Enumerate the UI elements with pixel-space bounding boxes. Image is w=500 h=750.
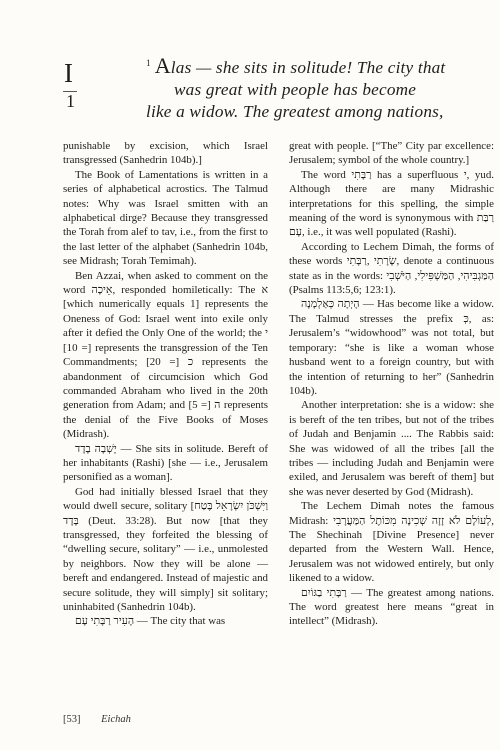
chapter-number: I (64, 58, 73, 88)
commentary-right-column (289, 139, 494, 629)
commentary-paragraph: punishable by excision, which Israel transgressed (Sanhedrin 104b).] (63, 140, 268, 167)
verse-line-3: like a widow. The greatest among nations, (146, 102, 444, 121)
commentary-paragraph: The word רַבָּתִי has a superfluous י, yud. Although there are many Midrashic interpretations for this spelling, the simple meaning of the word is synonymous with רַבַּת עָם, i.e., it was well populated (Rashi). (289, 168, 494, 239)
commentary-paragraph: Another interpretation: she is a widow: she is bereft of the ten tribes, but not of the tribes of Judah and Benjamin .... The Rabbis said: She was widowed of all the tribes [all the tribes — including Judah and Benjamin were exiled, and Jerusalem was bereft of them] but she was never deserted by God (Midrash). (289, 399, 494, 498)
book-name: Eichah (101, 714, 131, 725)
commentary-paragraph: The Book of Lamentations is written in a series of alphabetical acrostics. The Talmud notes: Why was Israel smitten with an alphabetical dirge? Because they transgressed the Torah from alef to tav, i.e., from the first to the last letter of the alphabet (Sanhedrin 104b, see Midrash; Torah Temimah). (63, 168, 268, 268)
page-footer (63, 714, 131, 725)
commentary-paragraph: According to Lechem Dimah, the forms of these words שָׂרָתִי ,רַבָּתִי, denote a continuous state as in the words: הַמַּגְבִּיהִי, הַמַּשְׁפִּילִי, הַיֹּשְׁבִי (Psalms 113:5,6; 123:1). (289, 240, 494, 297)
commentary-paragraph: The Lechem Dimah notes the famous Midrash: לְעוֹלָם לֹא זָזָה שְׁכִינָה מִכּוֹתֶל הַמַּעֲרָבִי, The Shechinah [Divine Presence] never departed from the Western Wall. Hence, Jerusalem was not widowed entirely, but only likened to a widow. (289, 500, 494, 585)
verse-line-2: was great with people has become (174, 80, 417, 99)
verse-initial-letter: A (154, 53, 171, 78)
commentary-paragraph: great with people. [“The” City par excellence: Jerusalem; symbol of the whole country.] (289, 140, 494, 167)
verse-superscript: 1 (146, 58, 151, 68)
commentary-paragraph: רַבָּתִי בַגּוֹיִם — The greatest among nations. The word greatest here means “great in intellect” (Midrash). (289, 586, 494, 628)
verse-number: 1 (66, 91, 75, 111)
page-number: [53] (63, 714, 81, 725)
verse-line-1: las — she sits in solitude! The city that (170, 58, 446, 77)
commentary-paragraph: יָשְׁבָה בָדָד — She sits in solitude. Bereft of her inhabitants (Rashi) [she — i.e., Jerusalem personified as a woman]. (63, 442, 269, 484)
commentary-paragraph: Ben Azzai, when asked to comment on the word אֵיכָה, responded homiletically: The א [which numerically equals 1] represents the Oneness of God: Israel went into exile only after it defied the Only One of the world; the י [= 10] represents the transgression of the Ten Commandments; כ [= 20] represents the abandonment of circumcision which God commanded Abraham who lived in the 20th generation from Adam; and ה [= 5] represents the denial of the Five Books of Moses (Midrash). (63, 269, 269, 441)
commentary-paragraph: God had initially blessed Israel that they would dwell secure, solitary [וַיִּשְׁכֹּן יִשְׂרָאֵל בֶּטַח בָּדָד (Deut. 33:28). But now [that they transgressed, they forfeited the blessing of “dwelling secure, solitary” — i.e., unmolested by neighbors. Now they will be alone — bereft and endangered. Instead of majestic and secure solitude, they will simply] sit solitary; uninhabited (Sanhedrin 104b). (63, 485, 268, 613)
verse-line (146, 52, 481, 79)
commentary-paragraph: הָיְתָה כְּאַלְמָנָה — Has become like a widow. The Talmud stresses the prefix כְּ, as: Jerusalem’s “widowhood” was not total, but temporary: “she is like a woman whose husband went to a foreign country, but with the intention of returning to her” (Sanhedrin 104b). (289, 298, 495, 397)
verse-text (146, 52, 481, 123)
commentary-left-column (63, 139, 268, 629)
commentary-paragraph: הָעִיר רַבָּתִי עָם — The city that was (75, 615, 226, 628)
